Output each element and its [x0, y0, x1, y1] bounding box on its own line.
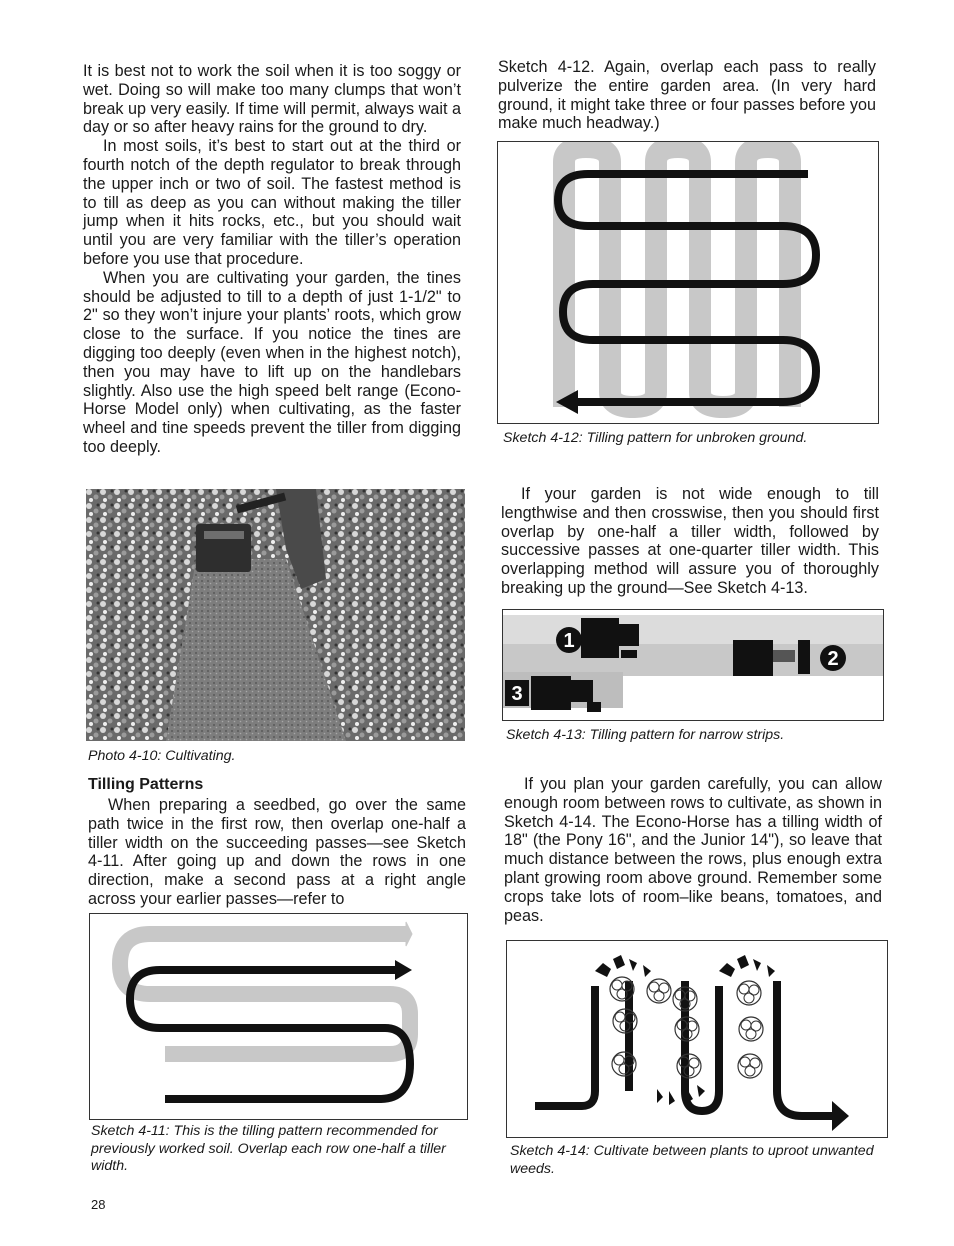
sketch-4-13-frame	[502, 609, 884, 721]
section-heading-tilling-patterns: Tilling Patterns	[88, 776, 204, 793]
right-column-lower	[504, 775, 882, 925]
right-column-top	[498, 58, 876, 133]
sketch-4-12-frame	[497, 141, 879, 424]
sketch-4-12-diagram	[498, 142, 878, 423]
paragraph-seedbed: When preparing a seedbed, go over the same path twice in the first row, then overlap one-half a tiller width on the succeeding passes—see Sketch 4-11. After going up and down the rows in one direction, make a second pass at a right angle across your earlier passes—refer to	[88, 796, 466, 908]
sketch-4-12-caption: Sketch 4-12: Tilling pattern for unbroken ground.	[503, 430, 808, 446]
sketch-4-14-caption: Sketch 4-14: Cultivate between plants to uproot unwanted weeds.	[510, 1143, 874, 1177]
tiller-icon-2	[733, 640, 810, 676]
sketch-4-11-caption: Sketch 4-11: This is the tilling pattern recommended for previously worked soil. Overlap each row one-half a tiller width.	[91, 1123, 446, 1174]
tiller-icon-3	[531, 676, 601, 712]
number-label-3: 3	[511, 683, 523, 705]
number-label-1: 1	[563, 630, 575, 652]
sketch-4-11-diagram	[90, 914, 467, 1119]
paragraph-depth-regulator: In most soils, it’s best to start out at the third or fourth notch of the depth regulator to break through the upper inch or two of soil. The fastest method is to till as deep as you can without making the tiller jump when it hits rocks, etc., but you should wait until you are very familiar with the tiller’s operation before you use that procedure.	[83, 137, 461, 268]
paragraph-sketch-4-12-ref: Sketch 4-12. Again, overlap each pass to really pulverize the entire garden area. (In very hard ground, it might take three or four passes before you make much headway.)	[498, 58, 876, 133]
page-number: 28	[91, 1197, 106, 1212]
paragraph-plan-garden: If you plan your garden carefully, you can allow enough room between rows to cultivate, as shown in Sketch 4-14. The Econo-Horse has a tilling width of 18" (the Pony 16", and the Junior 14"), so leave that much distance between the rows, plus enough extra plant growing room above ground. Remember some crops take lots of room–like beans, tomatoes, and peas.	[504, 775, 882, 925]
right-column-middle	[501, 485, 879, 598]
photo-caption: Photo 4-10: Cultivating.	[88, 748, 236, 764]
sketch-4-14-frame	[506, 940, 888, 1138]
sketch-4-11-frame	[89, 913, 468, 1120]
paragraph-cultivating: When you are cultivating your garden, the tines should be adjusted to till to a depth of just 1-1/2" to 2" so they won’t injure your plants’ roots, which grow close to the surface. If you notice the tines are digging too deeply (even when in the highest notch), then you may have to lift up on the handlebars slightly. Also use the high speed belt range (Econo-Horse Model only) when cultivating, as the faster wheel and tine speeds prevent the tiller from digging too deeply.	[83, 268, 461, 456]
paragraph-soil-wet: It is best not to work the soil when it is too soggy or wet. Doing so will make too many clumps that won’t break up very easily. If time will permit, always wait a day or so after heavy rains for the ground to dry.	[83, 62, 461, 137]
left-column-lower	[88, 796, 466, 909]
paragraph-narrow-garden: If your garden is not wide enough to till lengthwise and then crosswise, then you should first overlap by one-half a tiller width, followed by successive passes at one-quarter tiller width. This overlapping method will assure you of thoroughly breaking up the ground—See Sketch 4-13.	[501, 485, 879, 597]
left-column	[83, 62, 461, 457]
number-label-2: 2	[827, 648, 839, 670]
sketch-4-13-diagram	[503, 610, 883, 720]
tiller-icon-1	[581, 618, 639, 658]
sketch-4-13-caption: Sketch 4-13: Tilling pattern for narrow strips.	[506, 727, 785, 743]
photo-cultivating	[86, 489, 465, 741]
sketch-4-14-diagram	[507, 941, 887, 1137]
